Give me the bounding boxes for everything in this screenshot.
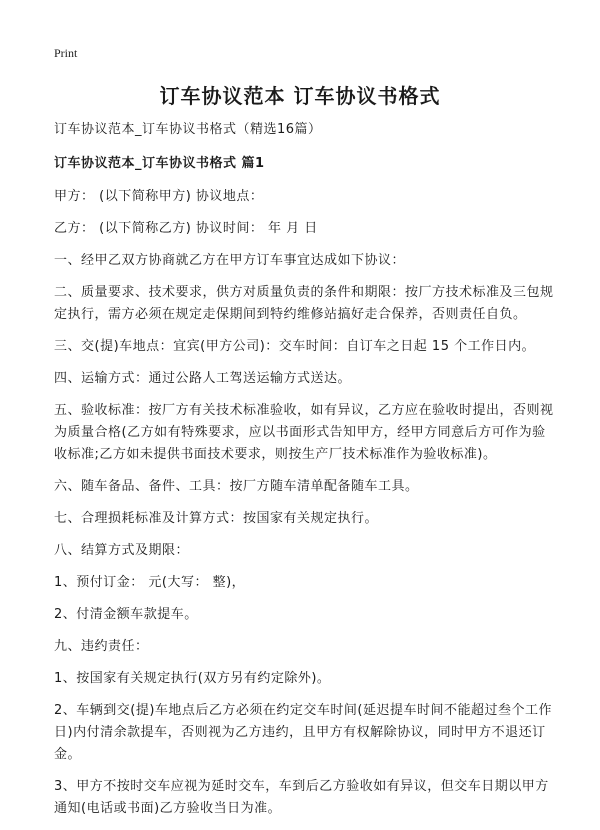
paragraph-clause-9: 九、违约责任： bbox=[54, 639, 149, 654]
paragraph-party-b: 乙方： (以下简称乙方) 协议时间： 年 月 日 bbox=[54, 221, 318, 236]
document-title: 订车协议范本 订车协议书格式 bbox=[159, 84, 441, 108]
paragraph-clause-8-item-1: 1、预付订金： 元(大写： 整)， bbox=[54, 575, 246, 590]
paragraph-clause-8: 八、结算方式及期限： bbox=[54, 543, 190, 558]
print-link[interactable]: Print bbox=[54, 46, 78, 60]
paragraph-clause-7: 七、合理损耗标准及计算方式：按国家有关规定执行。 bbox=[54, 511, 379, 526]
paragraph-party-a: 甲方： (以下简称甲方) 协议地点： bbox=[54, 189, 264, 204]
paragraph-clause-4: 四、运输方式：通过公路人工驾送运输方式送达。 bbox=[54, 371, 352, 386]
document-body bbox=[54, 119, 554, 830]
section-heading: 订车协议范本_订车协议书格式 篇1 bbox=[54, 156, 265, 171]
paragraph-clause-9-item-1: 1、按国家有关规定执行(双方另有约定除外)。 bbox=[54, 671, 331, 686]
paragraph-clause-9-item-2: 2、车辆到交(提)车地点后乙方必须在约定交车时间(延迟提车时间不能超过叁个工作日)内付清余款提车，否则视为乙方违约，且甲方有权解除协议，同时甲方不退还订金。 bbox=[54, 703, 552, 762]
paragraph-clause-6: 六、随车备品、备件、工具：按厂方随车清单配备随车工具。 bbox=[54, 479, 419, 494]
paragraph-clause-5: 五、验收标准：按厂方有关技术标准验收，如有异议，乙方应在验收时提出，否则视为质量合格(乙方如有特殊要求，应以书面形式告知甲方，经甲方同意后方可作为验收标准;乙方如未提供书面技术要求，则按生产厂技术标准作为验收标准)。 bbox=[54, 403, 554, 462]
paragraph-clause-3: 三、交(提)车地点：宜宾(甲方公司)：交车时间：自订车之日起 15 个工作日内。 bbox=[54, 339, 536, 354]
paragraph-clause-1: 一、经甲乙双方协商就乙方在甲方订车事宜达成如下协议： bbox=[54, 253, 406, 268]
paragraph-clause-8-item-2: 2、付清金额车款提车。 bbox=[54, 607, 198, 622]
paragraph-clause-2: 二、质量要求、技术要求，供方对质量负责的条件和期限：按厂方技术标准及三包规定执行，需方必须在规定走保期间到特约维修站搞好走合保养，否则责任自负。 bbox=[54, 285, 554, 322]
paragraph-clause-9-item-3: 3、甲方不按时交车应视为延时交车，车到后乙方验收如有异议，但交车日期以甲方通知(电话或书面)乙方验收当日为准。 bbox=[54, 779, 549, 816]
document-subtitle: 订车协议范本_订车协议书格式（精选16篇） bbox=[54, 122, 322, 137]
